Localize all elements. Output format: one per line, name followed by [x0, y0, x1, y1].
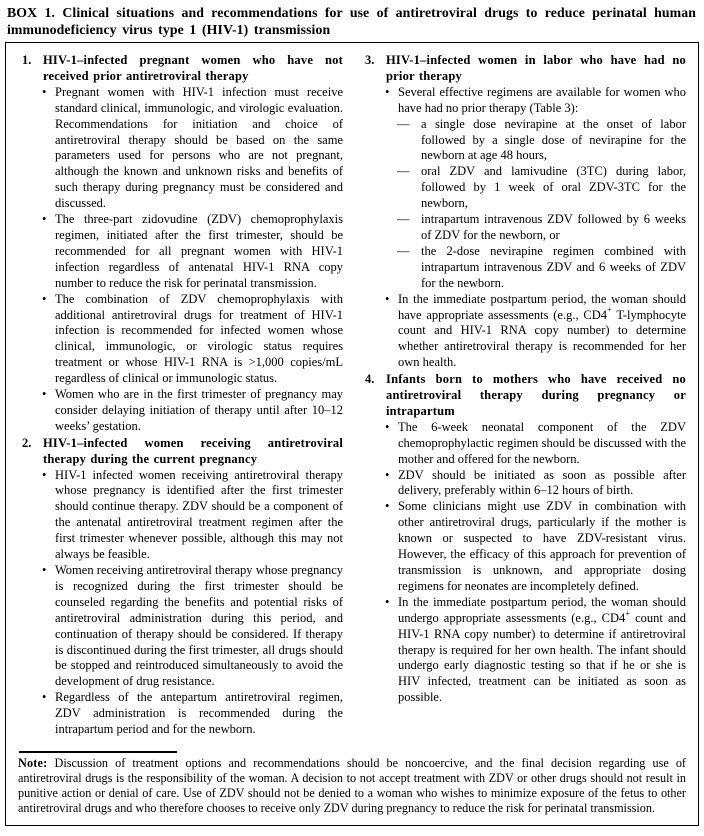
bullet-item: [385, 468, 686, 500]
bullet-text: Women receiving antiretroviral therapy whose pregnancy is recognized during the first trimester should be counseled regarding the benefits and potential risks of antiretroviral administration during this period, and continuation of therapy should be considered. If therapy is discontinued during the first trimester, all drugs should be stopped and reintroduced simultaneously to avoid the development of drug resistance.: [55, 563, 343, 689]
note-section: [18, 751, 686, 816]
note-label: Note:: [18, 755, 48, 770]
section-number: 4.: [365, 372, 375, 387]
note-text: [18, 756, 686, 816]
section-heading: [361, 372, 686, 420]
bullet-marker: •: [385, 291, 390, 306]
bullet-item: [42, 85, 343, 212]
bullet-item: [42, 563, 343, 690]
section-3: [361, 53, 686, 371]
bullet-marker: •: [42, 291, 47, 306]
bullet-marker: •: [42, 84, 47, 99]
bullet-item: [385, 85, 686, 117]
bullet-text: Pregnant women with HIV-1 infection must receive standard clinical, immunologic, and virologic evaluation. Recommendations for initiation and choice of antiretroviral therapy should be based on the same parameters used for persons who are not pregnant, although the known and unknown risks and benefits of such therapy during pregnancy must be considered and discussed.: [55, 84, 343, 211]
bullet-item: [385, 499, 686, 594]
section-title: HIV-1–infected pregnant women who have not received prior antiretroviral therapy: [43, 53, 343, 83]
section-title: HIV-1–infected women in labor who have had no prior therapy: [386, 53, 686, 83]
section-heading: [361, 53, 686, 85]
bullet-marker: •: [385, 467, 390, 482]
bullet-item: [385, 292, 686, 372]
dash-item: [397, 164, 686, 212]
section-number: 3.: [365, 53, 375, 67]
section-number: 1.: [22, 53, 32, 67]
box-columns: [18, 52, 686, 744]
section-number: 2.: [22, 435, 32, 450]
bullet-marker: •: [42, 690, 47, 705]
dash-item: [397, 212, 686, 244]
bullet-marker: •: [385, 499, 390, 514]
note-divider: [19, 751, 177, 753]
section-2: [18, 436, 343, 738]
box-title: BOX 1. Clinical situations and recommendations for use of antiretroviral drugs to reduce perinatal human immunodeficiency virus type 1 (HIV-1) transmission: [7, 5, 696, 37]
section-heading: [18, 53, 343, 85]
dash-text: intrapartum intravenous ZDV followed by 6 weeks of ZDV for the newborn, or: [421, 212, 686, 242]
section-1: [18, 53, 343, 435]
bullet-text: In the immediate postpartum period, the woman should undergo appropriate assessments (e.g., CD4+ count and HIV-1 RNA copy number) to determine if antiretroviral therapy is required for her own health. The infant should undergo early diagnostic testing so that if he or she is HIV infected, treatment can be initiated as soon as possible.: [398, 594, 687, 705]
bullet-marker: •: [385, 84, 390, 99]
bullet-item: [42, 387, 343, 435]
bullet-text: HIV-1 infected women receiving antiretroviral therapy whose pregnancy is identified after the first trimester should continue therapy. ZDV should be a component of the antenatal antiretroviral treatment regimen after the first trimester whenever possible, although this may not always be feasible.: [55, 467, 343, 562]
bullet-item: [42, 212, 343, 292]
dash-marker: —: [397, 212, 410, 227]
dash-item: [397, 117, 686, 165]
bullet-marker: •: [42, 387, 47, 402]
section-title: Infants born to mothers who have received no antiretroviral therapy during pregnancy or intrapartum: [386, 372, 686, 418]
bullet-text: The combination of ZDV chemoprophylaxis with additional antiretroviral drugs for treatment of HIV-1 infection is recommended for infected women whose clinical, immunologic, or virologic status requires treatment or whose HIV-1 RNA is >1,000 copies/mL regardless of clinical or immunologic status.: [55, 291, 343, 386]
bullet-marker: •: [385, 594, 390, 609]
bullet-marker: •: [42, 563, 47, 577]
dash-text: a single dose nevirapine at the onset of labor followed by a single dose of nevirapine for the newborn at age 48 hours,: [421, 116, 686, 163]
bullet-marker: •: [385, 419, 390, 434]
bullet-text: Regardless of the antepartum antiretroviral regimen, ZDV administration is recommended during the intrapartum period and for the newborn.: [55, 690, 343, 737]
bullet-text: In the immediate postpartum period, the woman should have appropriate assessments (e.g., CD4+ T-lymphocyte count and HIV-1 RNA copy number) to determine whether antiretroviral therapy is recommended for her own health.: [398, 291, 686, 370]
box-border: [5, 42, 699, 826]
bullet-marker: •: [42, 467, 47, 482]
right-column: [361, 52, 686, 706]
dash-marker: —: [397, 116, 410, 131]
dash-item: [397, 244, 686, 292]
dash-marker: —: [397, 243, 410, 258]
bullet-item: [385, 420, 686, 468]
bullet-item: [385, 595, 686, 706]
bullet-text: Several effective regimens are available for women who have had no prior therapy (Table 3):: [398, 84, 686, 115]
bullet-text: ZDV should be initiated as soon as possible after delivery, preferably within 6–12 hours of birth.: [398, 467, 686, 498]
section-heading: [18, 436, 343, 468]
dash-marker: —: [397, 164, 410, 179]
dash-text: the 2-dose nevirapine regimen combined with intrapartum intravenous ZDV and 6 weeks of ZDV for the newborn.: [421, 243, 686, 290]
bullet-text: Women who are in the first trimester of pregnancy may consider delaying initiation of therapy until after 10–12 weeks’ gestation.: [55, 387, 343, 433]
bullet-text: The 6-week neonatal component of the ZDV chemoprophylactic regimen should be discussed with the mother and offered for the newborn.: [398, 419, 686, 466]
bullet-text: The three-part zidovudine (ZDV) chemoprophylaxis regimen, initiated after the first trimester, should be recommended for all pregnant women with HIV-1 infection regardless of antenatal HIV-1 RNA copy number to reduce the risk for perinatal transmission.: [55, 212, 343, 290]
dash-text: oral ZDV and lamivudine (3TC) during labor, followed by 1 week of oral ZDV-3TC for the newborn,: [421, 164, 686, 211]
section-4: [361, 372, 686, 706]
bullet-item: [42, 690, 343, 738]
bullet-item: [42, 292, 343, 387]
bullet-marker: •: [42, 212, 47, 227]
bullet-text: Some clinicians might use ZDV in combination with other antiretroviral drugs, particularly if the mother is known or suspected to have ZDV-resistant virus. However, the efficacy of this approach for prevention of transmission is unknown, and appropriate dosing regimens for neonates are incompletely defined.: [398, 499, 686, 593]
section-title: HIV-1–infected women receiving antiretroviral therapy during the current pregnancy: [43, 435, 343, 466]
bullet-item: [42, 468, 343, 563]
note-body: Discussion of treatment options and recommendations should be noncoercive, and the final decision regarding use of antiretroviral drugs is the responsibility of the woman. A decision to not accept treatment with ZDV or other drugs should not result in punitive action or denial of care. Use of ZDV should not be denied to a woman who wishes to minimize exposure of the fetus to other antiretroviral drugs and who therefore chooses to receive only ZDV during pregnancy to reduce the risk for perinatal transmission.: [18, 755, 686, 815]
left-column: [18, 52, 343, 738]
